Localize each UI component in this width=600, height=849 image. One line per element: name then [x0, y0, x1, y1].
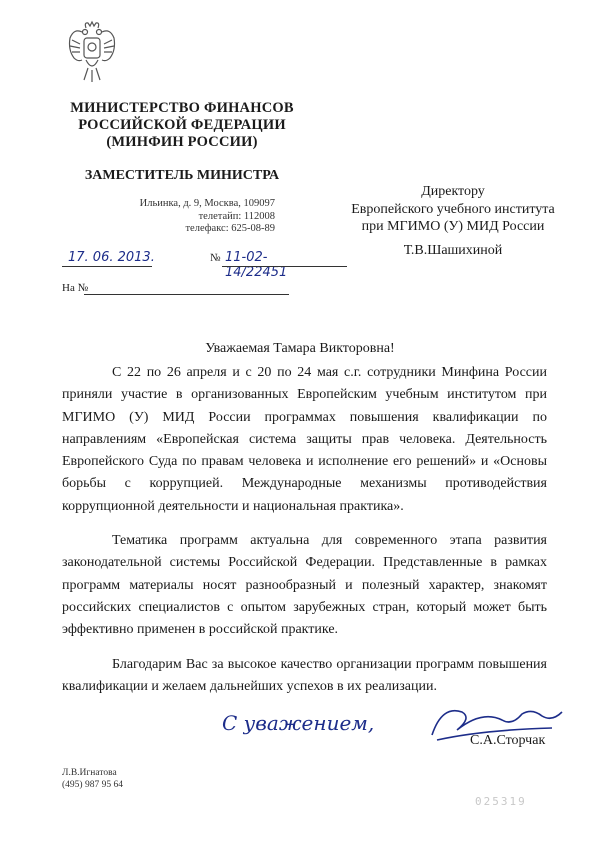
paragraph: Благодарим Вас за высокое качество организации программ повышения квалификации и желаем дальнейших успехов в их реализации.: [62, 656, 547, 694]
address-teletype: телетайп: 112008: [198, 210, 275, 222]
recipient-block: [338, 183, 568, 259]
letter-body: [62, 362, 547, 698]
reference-label: На №: [62, 282, 89, 294]
form-serial-number: 025319: [475, 795, 527, 808]
registration-number: 11-02-14/22451: [225, 250, 288, 280]
ministry-name: [62, 100, 302, 151]
address-street: Ильинка, д. 9, Москва, 109097: [139, 198, 275, 209]
ministry-line-2: РОССИЙСКОЙ ФЕДЕРАЦИИ: [78, 117, 286, 133]
address-fax: телефакс: 625-08-89: [185, 223, 275, 234]
executor-block: [62, 768, 123, 791]
closing-handwritten: С уважением,: [222, 711, 375, 735]
position-title: ЗАМЕСТИТЕЛЬ МИНИСТРА: [84, 168, 280, 183]
number-underline: [222, 266, 347, 267]
recipient-line-2: Европейского учебного института: [351, 201, 555, 217]
registration-date: 17. 06. 2013.: [68, 250, 155, 265]
paragraph: Тематика программ актуальна для современного этапа развития законодательной системы Российской Федерации. Представленные в рамках программ материалы носят разнообразный и полезный характер, знакомят российских специалистов с опытом зарубежных стран, который может быть эффективно применен в российской практике.: [62, 533, 547, 638]
reference-underline: [84, 294, 289, 295]
ministry-line-1: МИНИСТЕРСТВО ФИНАНСОВ: [70, 100, 294, 116]
number-label: №: [210, 252, 221, 264]
executor-name: Л.В.Игнатова: [62, 768, 117, 778]
date-underline: [62, 266, 152, 267]
signatory-name: С.А.Сторчак: [470, 733, 546, 748]
ministry-line-3: (МИНФИН РОССИИ): [106, 134, 258, 150]
recipient-line-3: при МГИМО (У) МИД России: [361, 219, 545, 234]
recipient-line-1: Директору: [421, 184, 485, 199]
reference-line: [62, 282, 302, 294]
executor-phone: (495) 987 95 64: [62, 779, 123, 790]
ministry-address: [60, 198, 275, 236]
coat-of-arms-emblem: [64, 20, 120, 92]
paragraph: С 22 по 26 апреля и с 20 по 24 мая с.г. сотрудники Минфина России приняли участие в организованных Европейским учебным институтом при МГИМО (У) МИД России программах повышения квалификации по направлениям «Европейская система защиты прав человека. Деятельность Европейского Суда по правам человека и исполнение его решений» и «Основы борьбы с коррупцией. Международные механизмы противодействия коррупционной деятельности и национальная практика».: [62, 365, 547, 514]
registration-line: [62, 250, 302, 280]
letter-greeting: Уважаемая Тамара Викторовна!: [205, 341, 395, 356]
recipient-line-4: Т.В.Шашихиной: [403, 242, 503, 258]
